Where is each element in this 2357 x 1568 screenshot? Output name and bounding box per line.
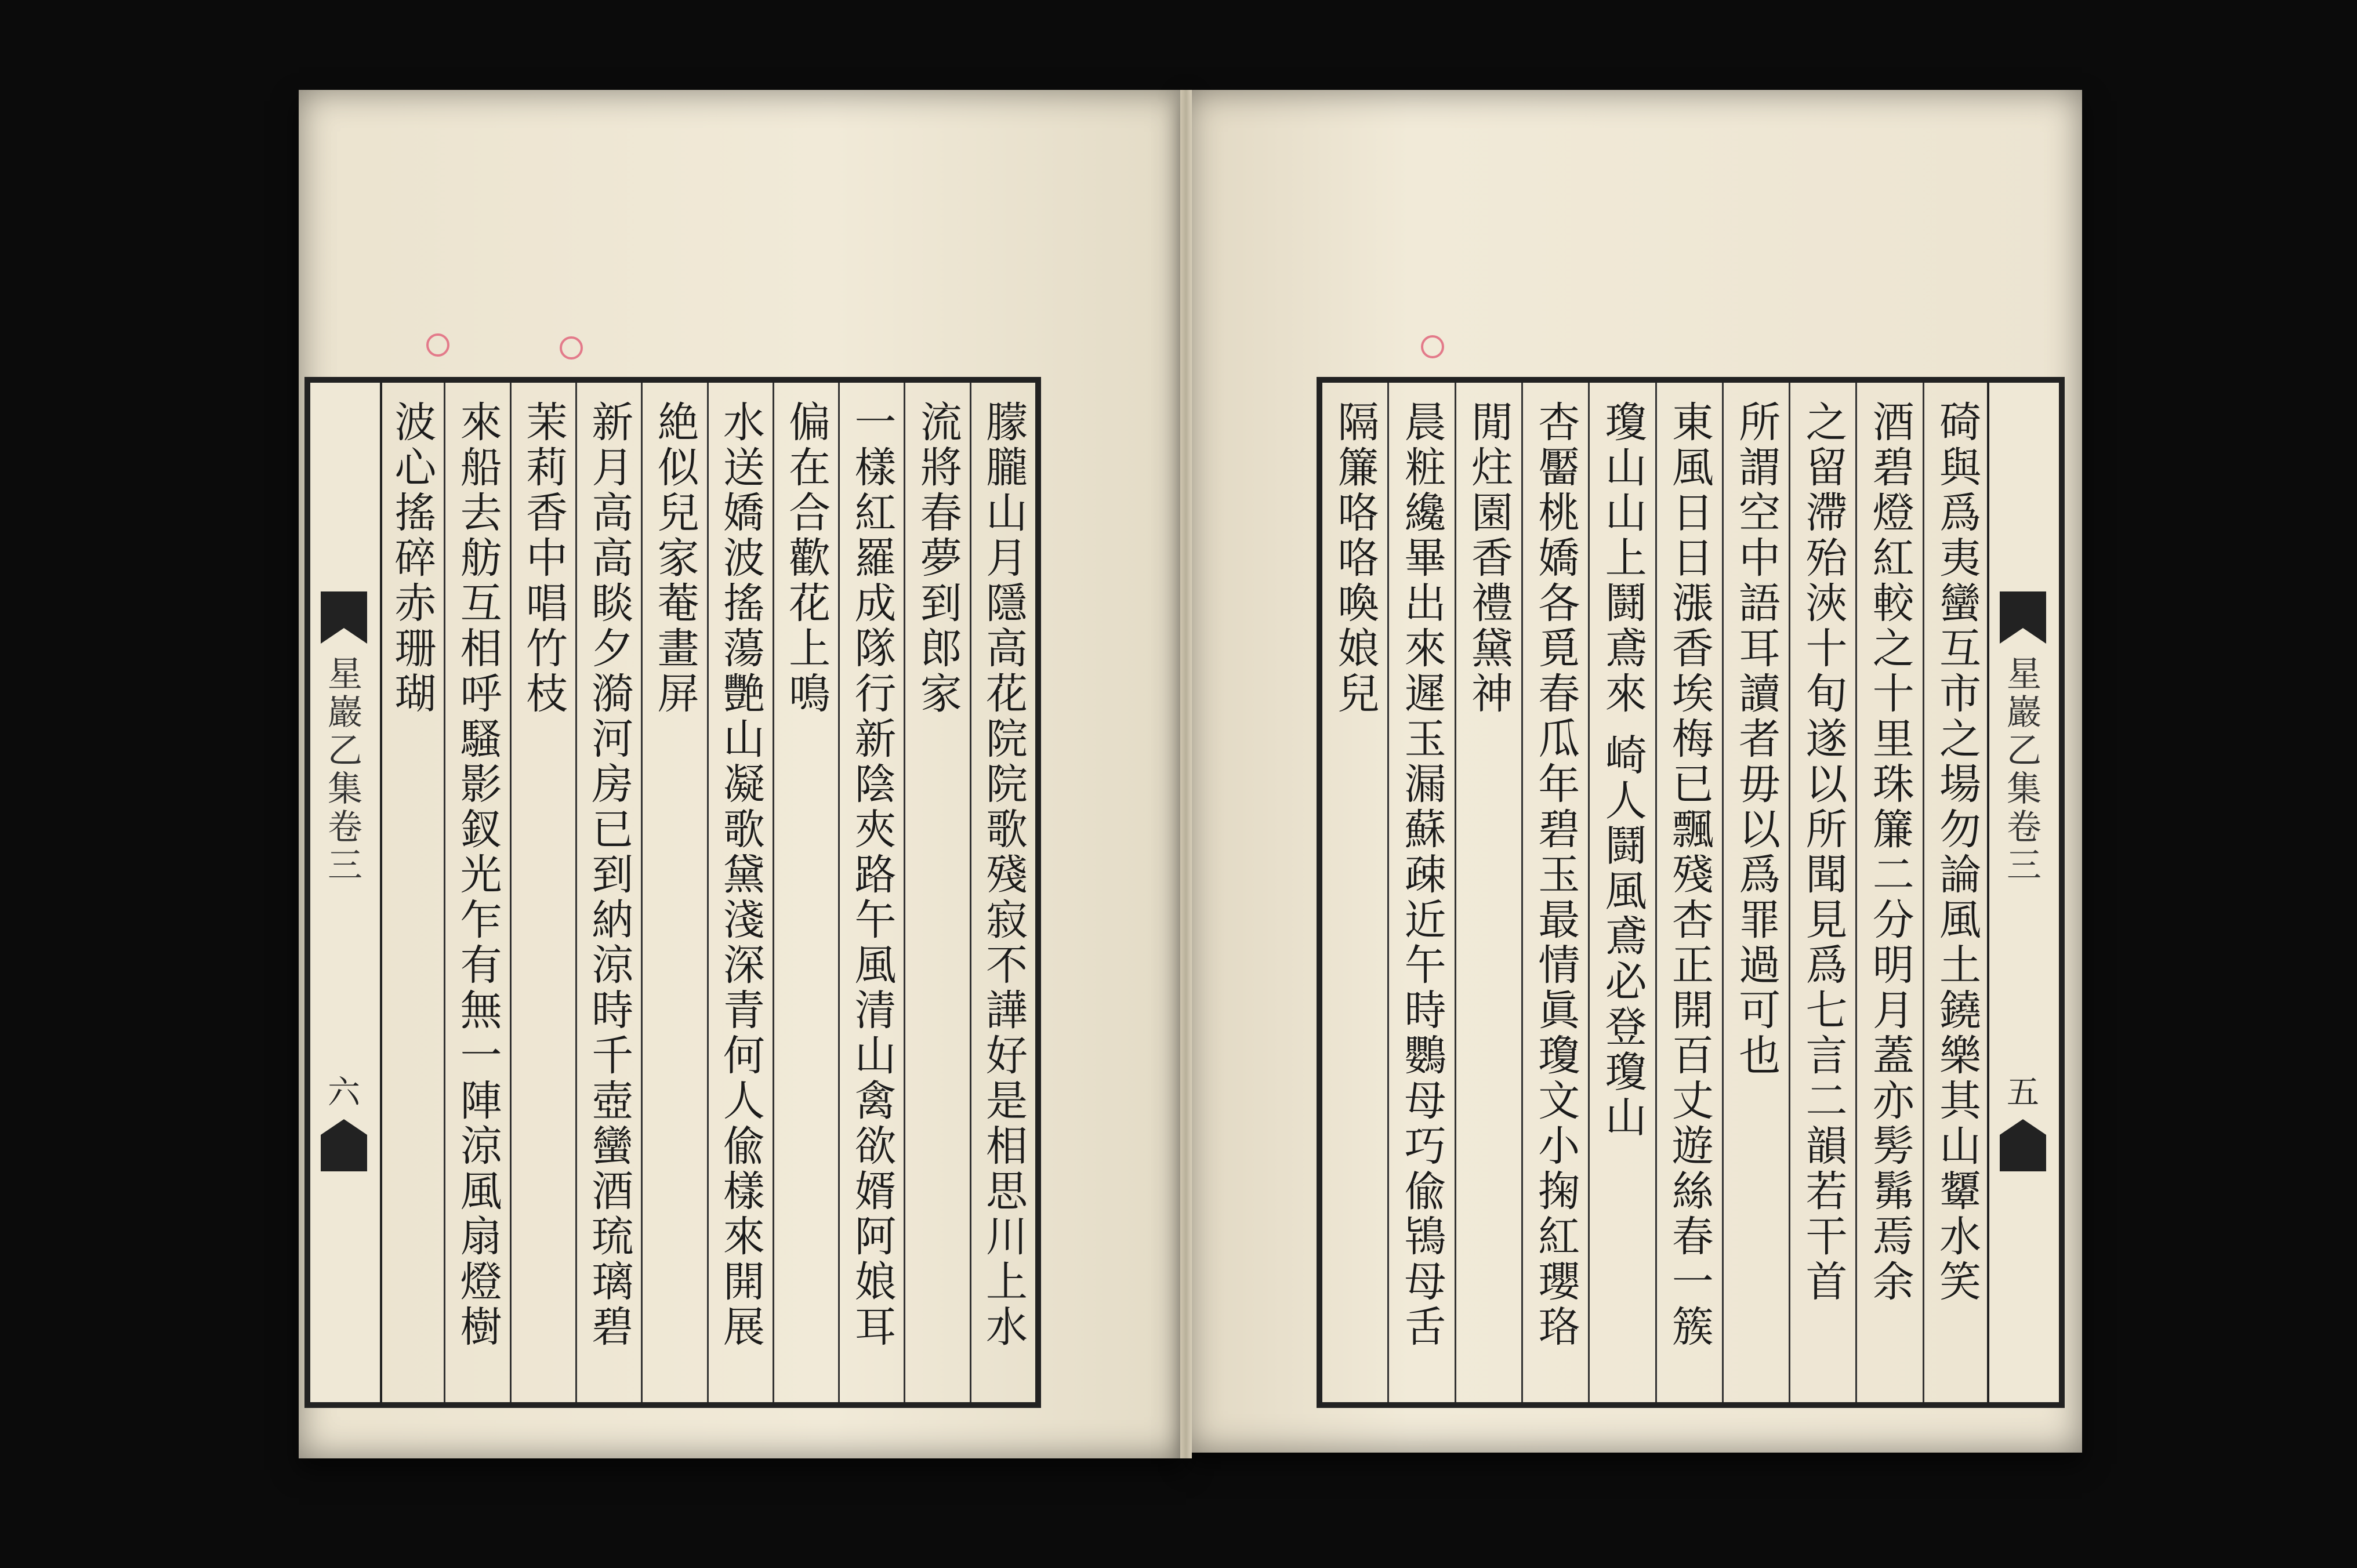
book-gutter <box>1180 90 1192 1458</box>
text-column: 所謂空中語耳讀者毋以爲罪過可也 <box>1722 383 1789 1402</box>
fishtail-mark-icon <box>321 1119 367 1171</box>
text-column: 朦朧山月隱高花院院歌殘寂不譁好是相思川上水 <box>970 383 1035 1402</box>
text-column: 茉莉香中唱竹枝 <box>510 383 575 1402</box>
right-hanshin-margin <box>1987 383 2059 1402</box>
right-text-frame <box>1317 377 2065 1408</box>
left-text-frame <box>304 377 1041 1408</box>
text-column: 杏靨桃嬌各覓春瓜年碧玉最情眞瓊文小掬紅瓔珞 <box>1521 383 1588 1402</box>
text-column: 瓊山山上鬪鳶來 崎人鬪風鳶必登瓊山 <box>1588 383 1655 1402</box>
left-text-body <box>380 383 1035 1402</box>
hanshin-title: 星巖乙集卷三 <box>322 655 362 885</box>
left-hanshin-margin <box>310 383 382 1402</box>
folio-number: 五 <box>2007 1074 2039 1112</box>
text-column: 流將春夢到郎家 <box>904 383 969 1402</box>
text-column: 晨粧纔畢出來遲玉漏蘇疎近午時鸚母巧偸鴇母舌 <box>1387 383 1454 1402</box>
right-text-body <box>1322 383 1989 1402</box>
red-circle-stamp <box>1421 335 1444 358</box>
fishtail-mark-icon <box>2000 591 2046 644</box>
hanshin-title: 星巖乙集卷三 <box>2001 655 2041 885</box>
text-column: 閒炷園香禮黛神 <box>1455 383 1521 1402</box>
text-column: 隔簾咯咯喚娘兒 <box>1330 400 1380 717</box>
text-column: 一樣紅羅成隊行新陰夾路午風清山禽欲婿阿娘耳 <box>838 383 904 1402</box>
text-column: 碕與爲夷蠻互市之場勿論風土鐃樂其山顰水笑 <box>1923 383 1989 1402</box>
red-circle-stamp <box>426 333 449 357</box>
text-column: 之留滯殆浹十旬遂以所聞見爲七言二韻若干首 <box>1789 383 1855 1402</box>
text-column: 絶似兒家菴畫屏 <box>641 383 706 1402</box>
text-column: 酒碧燈紅較之十里珠簾二分明月蓋亦髣髴焉余 <box>1855 383 1922 1402</box>
text-column: 偏在合歡花上鳴 <box>773 383 838 1402</box>
fishtail-mark-icon <box>2000 1119 2046 1171</box>
text-column: 水送嬌波搖蕩艷山凝歌黛淺深青何人偸樣來開展 <box>707 383 773 1402</box>
text-column: 波心搖碎赤珊瑚 <box>387 400 437 717</box>
fishtail-mark-icon <box>321 591 367 644</box>
text-column: 東風日日漲香埃梅已飄殘杏正開百丈遊絲春一簇 <box>1655 383 1722 1402</box>
text-column: 來船去舫互相呼騷影釵光乍有無一陣涼風扇燈樹 <box>444 383 509 1402</box>
folio-number: 六 <box>328 1074 360 1112</box>
red-circle-stamp <box>560 336 583 360</box>
text-column: 新月高高睒夕漪河房已到納涼時千壺蠻酒琉璃碧 <box>575 383 641 1402</box>
